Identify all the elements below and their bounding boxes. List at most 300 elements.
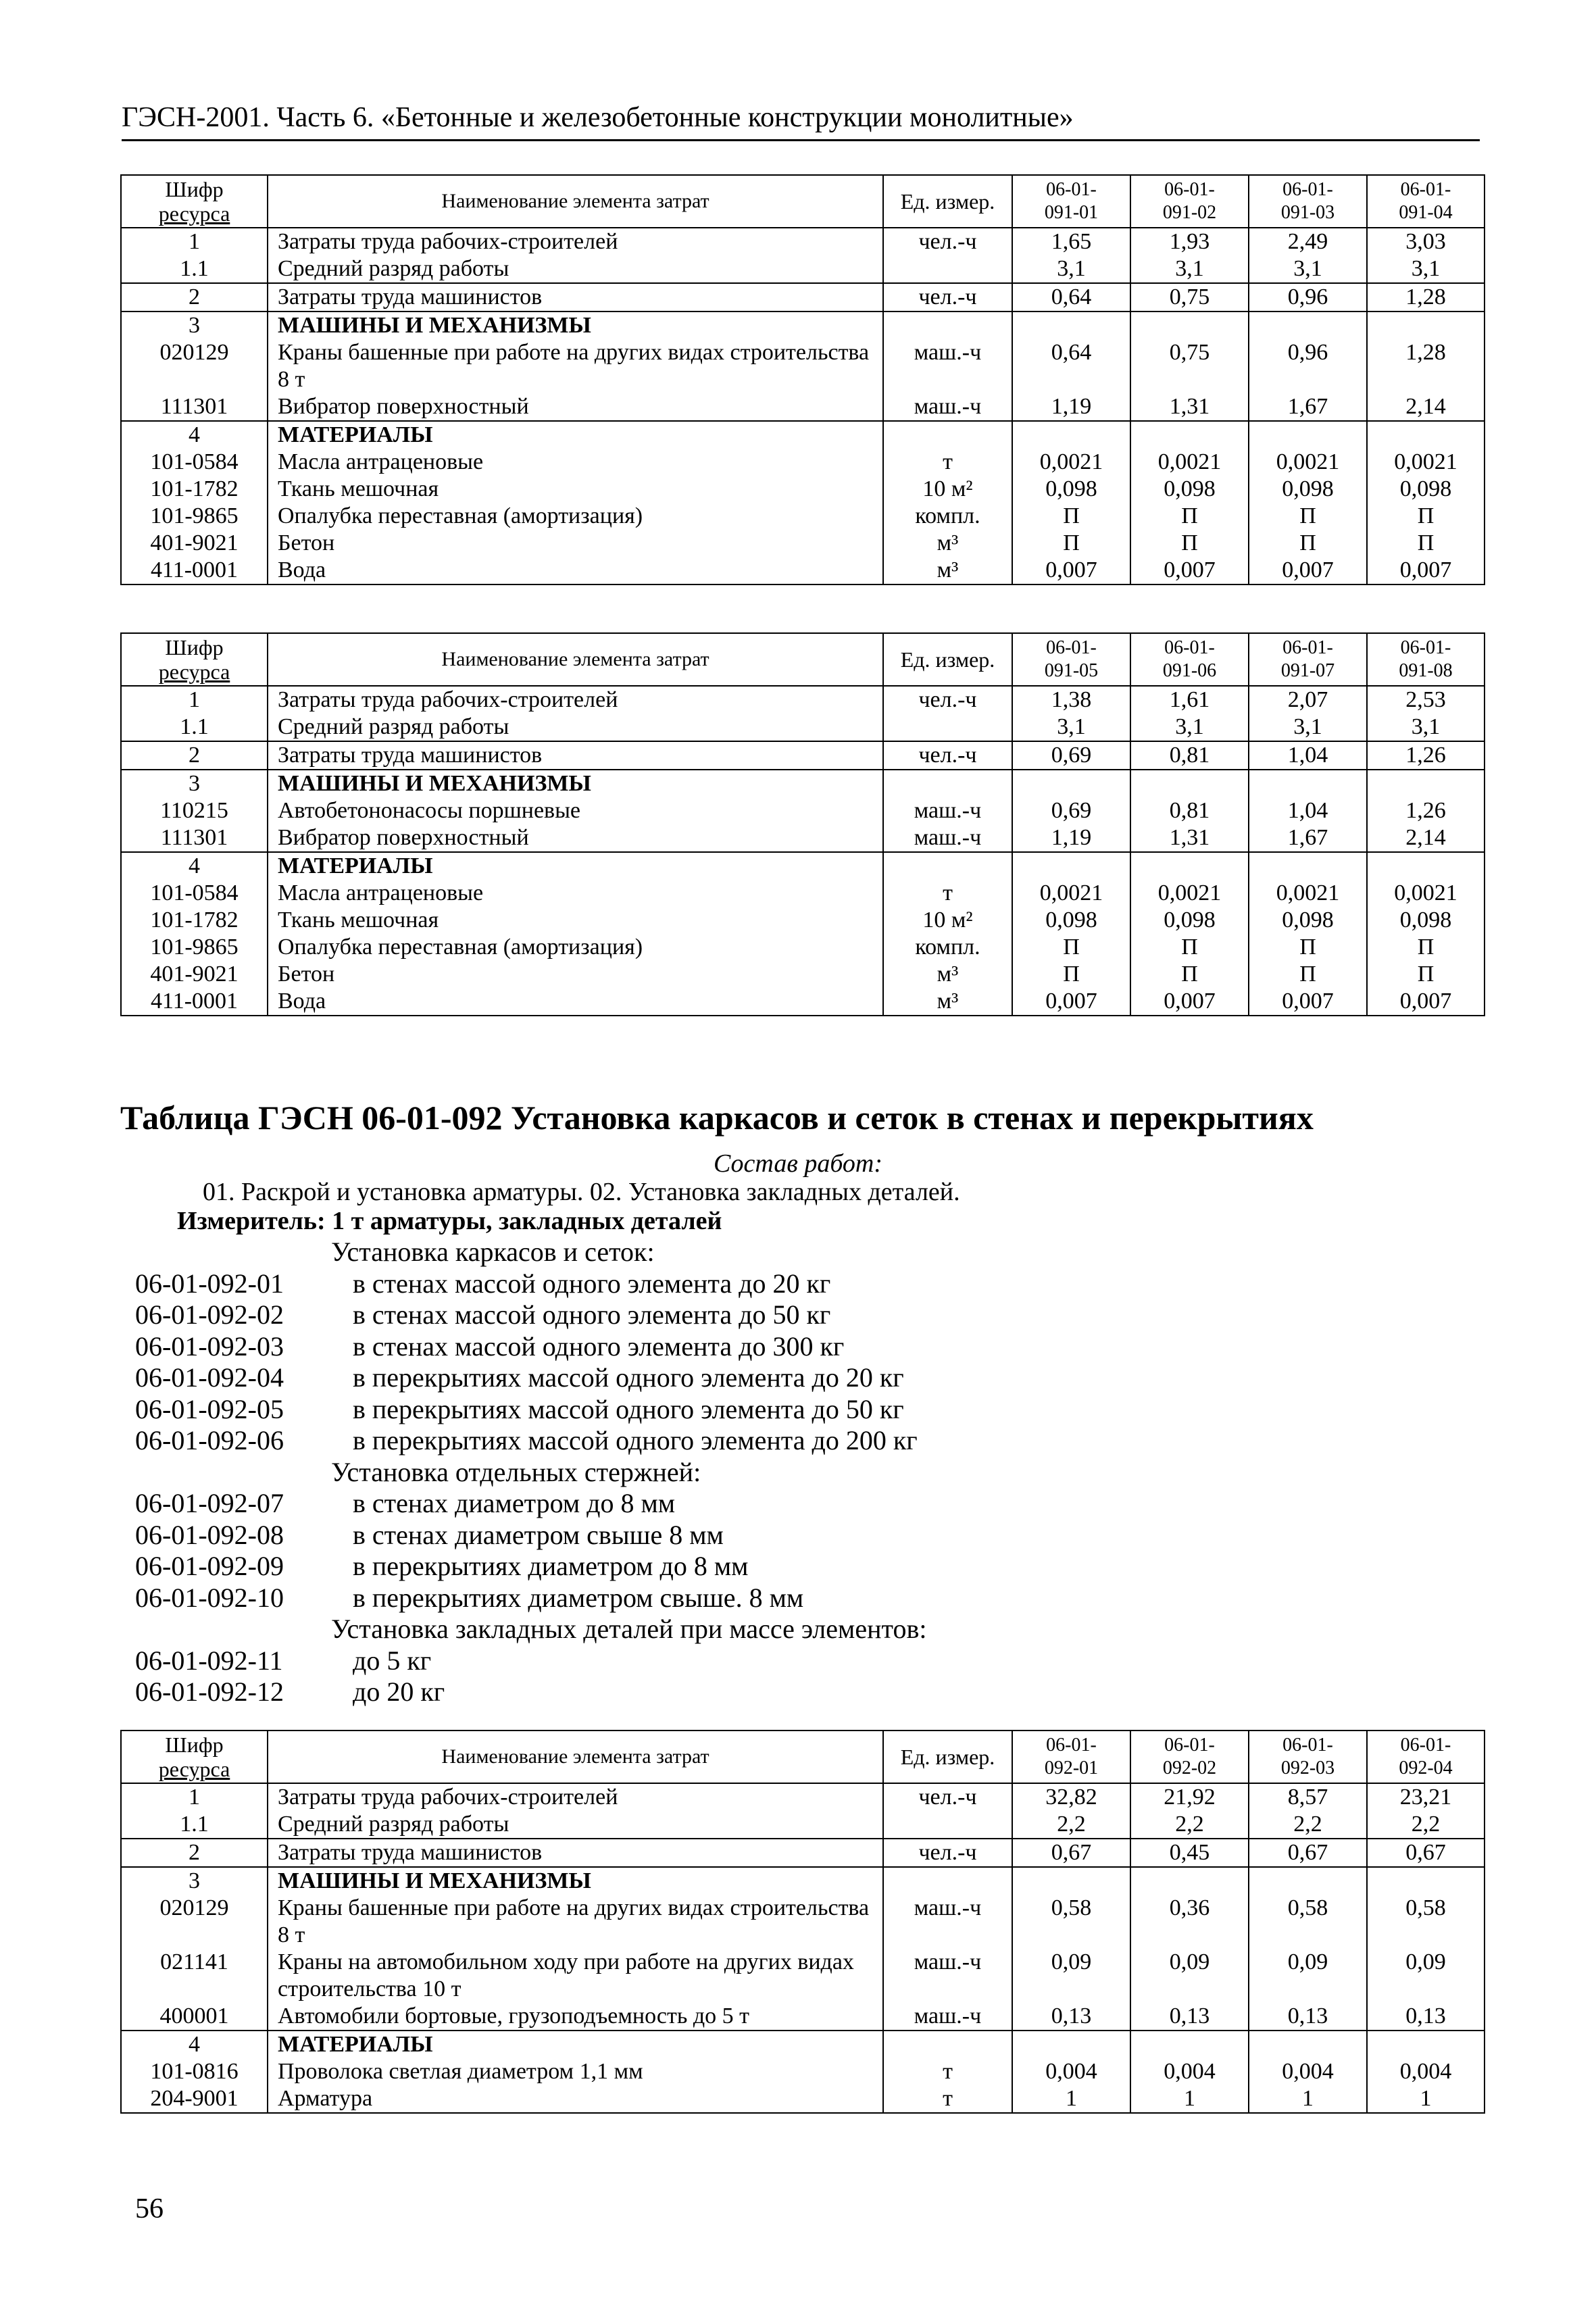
row-value: 2,53 [1367, 686, 1485, 714]
row-code: 3 [121, 1867, 268, 1895]
table-header-row [121, 1731, 1485, 1783]
row-value [1012, 2031, 1130, 2058]
row-code: 1.1 [121, 714, 268, 741]
row-value [1367, 770, 1485, 797]
list-item-text: в перекрытиях массой одного элемента до 20 кг [353, 1362, 904, 1393]
row-value [1130, 421, 1249, 449]
row-unit [883, 312, 1012, 339]
header-code-part: 06-01- [1164, 637, 1215, 658]
list-item [135, 1268, 926, 1300]
list-item-text: в стенах диаметром до 8 мм [353, 1488, 676, 1518]
row-value: П [1130, 530, 1249, 557]
row-unit [883, 1867, 1012, 1895]
header-cipher-top: Шифр [165, 1733, 224, 1757]
list-item-text: в перекрытиях диаметром до 8 мм [353, 1551, 749, 1581]
header-code-part: 06-01- [1400, 179, 1451, 200]
header-unit: Ед. измер. [883, 175, 1012, 228]
row-value: 0,098 [1249, 476, 1367, 503]
table-row [121, 988, 1485, 1016]
row-value: 0,75 [1130, 339, 1249, 393]
row-code: 1.1 [121, 255, 268, 283]
list-item [135, 1488, 926, 1520]
table-row [121, 393, 1485, 421]
row-value: 1,04 [1249, 797, 1367, 824]
row-value: 3,1 [1130, 714, 1249, 741]
row-unit: т [883, 880, 1012, 907]
row-unit: чел.-ч [883, 1839, 1012, 1867]
row-code: 401-9021 [121, 961, 268, 988]
row-name: Средний разряд работы [268, 714, 883, 741]
meter-text: Измеритель: 1 т арматуры, закладных деталей [177, 1207, 722, 1235]
row-value: 0,0021 [1367, 880, 1485, 907]
row-value [1249, 1867, 1367, 1895]
table-row [121, 1949, 1485, 2003]
row-code: 2 [121, 1839, 268, 1867]
header-cipher-top: Шифр [165, 177, 224, 201]
list-item [135, 1645, 926, 1677]
row-value: 0,004 [1249, 2058, 1367, 2085]
list-item-text: в перекрытиях массой одного элемента до 50 кг [353, 1393, 904, 1424]
row-value: 0,0021 [1012, 449, 1130, 476]
row-value: 1 [1012, 2085, 1130, 2113]
row-value: 1,19 [1012, 393, 1130, 421]
row-value: 0,64 [1012, 339, 1130, 393]
resource-table-2 [120, 632, 1485, 1016]
row-unit: маш.-ч [883, 1895, 1012, 1949]
table-row [121, 770, 1485, 797]
row-value: 2,14 [1367, 824, 1485, 852]
list-item [135, 1551, 926, 1583]
header-code-part: 091-03 [1280, 202, 1335, 223]
row-value: 0,13 [1012, 2003, 1130, 2031]
table-row [121, 880, 1485, 907]
row-value: 0,0021 [1130, 880, 1249, 907]
row-value: 0,58 [1012, 1895, 1130, 1949]
row-value: 0,0021 [1130, 449, 1249, 476]
row-value: 0,007 [1249, 988, 1367, 1016]
row-value: 1,93 [1130, 228, 1249, 255]
row-code: 400001 [121, 2003, 268, 2031]
row-value: 2,07 [1249, 686, 1367, 714]
table-row [121, 961, 1485, 988]
row-value: 0,007 [1367, 988, 1485, 1016]
header-code [1249, 1731, 1367, 1783]
row-value: 0,96 [1249, 339, 1367, 393]
table-row [121, 907, 1485, 934]
header-code-part: 06-01- [1282, 1735, 1333, 1756]
list-item [135, 1520, 926, 1551]
row-unit: маш.-ч [883, 797, 1012, 824]
row-value: 0,09 [1249, 1949, 1367, 2003]
list-item-text: в стенах массой одного элемента до 50 кг [353, 1299, 831, 1330]
row-unit: чел.-ч [883, 228, 1012, 255]
row-value: 0,69 [1012, 797, 1130, 824]
row-value: 0,098 [1130, 476, 1249, 503]
row-value: 3,1 [1249, 714, 1367, 741]
list-item [135, 1457, 926, 1489]
row-value: 0,13 [1367, 2003, 1485, 2031]
list-item [135, 1331, 926, 1363]
row-value: 3,1 [1012, 714, 1130, 741]
list-item-code: 06-01-092-01 [135, 1268, 284, 1299]
row-name: Затраты труда машинистов [268, 283, 883, 312]
row-unit [883, 255, 1012, 283]
row-value [1249, 852, 1367, 880]
row-name: Масла антраценовые [268, 880, 883, 907]
header-code-part: 06-01- [1046, 637, 1097, 658]
row-value: 1 [1367, 2085, 1485, 2113]
resource-table-3 [120, 1730, 1485, 2114]
row-value: П [1367, 530, 1485, 557]
row-value [1130, 1867, 1249, 1895]
row-code: 110215 [121, 797, 268, 824]
table-row [121, 255, 1485, 283]
header-code-part: 092-03 [1280, 1758, 1335, 1778]
list-item [135, 1425, 926, 1457]
header-code-part: 06-01- [1164, 1735, 1215, 1756]
row-code: 3 [121, 770, 268, 797]
row-unit: 10 м² [883, 476, 1012, 503]
row-value: 2,2 [1367, 1811, 1485, 1839]
row-name: Арматура [268, 2085, 883, 2113]
row-value: 0,004 [1130, 2058, 1249, 2085]
list-item-code: 06-01-092-08 [135, 1519, 284, 1550]
list-item [135, 1583, 926, 1614]
row-value: П [1130, 934, 1249, 961]
row-value: 1,65 [1012, 228, 1130, 255]
page-header: ГЭСН-2001. Часть 6. «Бетонные и железобетонные конструкции монолитные» [122, 101, 1480, 141]
row-value: 3,1 [1367, 714, 1485, 741]
list-item-text: в перекрытиях диаметром свыше. 8 мм [353, 1582, 804, 1613]
row-code: 111301 [121, 824, 268, 852]
row-value: 1,28 [1367, 283, 1485, 312]
row-value: 0,67 [1367, 1839, 1485, 1867]
row-unit: м³ [883, 988, 1012, 1016]
table-row [121, 1811, 1485, 1839]
header-code-part: 06-01- [1400, 637, 1451, 658]
row-value: П [1130, 503, 1249, 530]
row-value: 0,007 [1367, 557, 1485, 584]
header-code [1012, 633, 1130, 686]
row-code: 4 [121, 2031, 268, 2058]
row-code: 101-0584 [121, 880, 268, 907]
row-value: 0,36 [1130, 1895, 1249, 1949]
row-value: П [1249, 961, 1367, 988]
row-code: 101-9865 [121, 503, 268, 530]
list-item-text: в стенах массой одного элемента до 20 кг [353, 1268, 831, 1299]
row-name: Опалубка переставная (амортизация) [268, 934, 883, 961]
header-code-part: 091-08 [1399, 660, 1453, 681]
list-group-title: Установка закладных деталей при массе элементов: [331, 1614, 927, 1644]
row-value: 1,31 [1130, 824, 1249, 852]
table-row [121, 228, 1485, 255]
row-value: 3,1 [1367, 255, 1485, 283]
row-unit: т [883, 2058, 1012, 2085]
header-code-part: 06-01- [1046, 179, 1097, 200]
header-cipher-top: Шифр [165, 635, 224, 659]
row-name: Бетон [268, 961, 883, 988]
row-value [1367, 852, 1485, 880]
row-value [1130, 312, 1249, 339]
table-row [121, 852, 1485, 880]
list-item-text: до 5 кг [353, 1645, 432, 1676]
row-name: Средний разряд работы [268, 1811, 883, 1839]
row-unit: маш.-ч [883, 2003, 1012, 2031]
header-cipher [121, 633, 268, 686]
row-value: П [1249, 503, 1367, 530]
row-value: 0,007 [1130, 988, 1249, 1016]
row-name: Автобетононасосы поршневые [268, 797, 883, 824]
list-item-code: 06-01-092-05 [135, 1393, 284, 1424]
list-item-code: 06-01-092-06 [135, 1425, 284, 1455]
table-row [121, 714, 1485, 741]
row-name: Опалубка переставная (амортизация) [268, 503, 883, 530]
header-code [1367, 633, 1485, 686]
row-code: 1 [121, 228, 268, 255]
row-name: МАШИНЫ И МЕХАНИЗМЫ [268, 312, 883, 339]
row-value [1130, 770, 1249, 797]
row-value: 1,04 [1249, 741, 1367, 770]
row-unit: чел.-ч [883, 741, 1012, 770]
row-value: 3,03 [1367, 228, 1485, 255]
section-title: Таблица ГЭСН 06-01-092 Установка каркасов и сеток в стенах и перекрытиях [120, 1099, 1314, 1137]
row-code: 021141 [121, 1949, 268, 2003]
table-row [121, 2031, 1485, 2058]
row-value: 0,007 [1012, 988, 1130, 1016]
row-value [1012, 1867, 1130, 1895]
row-value: П [1249, 934, 1367, 961]
row-value: 0,75 [1130, 283, 1249, 312]
table-row [121, 934, 1485, 961]
row-value: 1 [1130, 2085, 1249, 2113]
table-header-row [121, 175, 1485, 228]
row-unit: маш.-ч [883, 1949, 1012, 2003]
row-code: 4 [121, 852, 268, 880]
row-value: 0,098 [1012, 476, 1130, 503]
row-value: 0,007 [1012, 557, 1130, 584]
row-code: 4 [121, 421, 268, 449]
row-unit [883, 714, 1012, 741]
row-value [1130, 2031, 1249, 2058]
header-cipher-bottom: ресурса [158, 201, 230, 226]
header-code [1012, 1731, 1130, 1783]
row-name: Вибратор поверхностный [268, 393, 883, 421]
row-value: 23,21 [1367, 1783, 1485, 1811]
row-code: 101-1782 [121, 476, 268, 503]
list-group-title: Установка отдельных стержней: [331, 1456, 701, 1487]
row-name: Краны башенные при работе на других видах строительства 8 т [268, 1895, 883, 1949]
header-code-part: 092-02 [1162, 1758, 1217, 1778]
row-code: 101-1782 [121, 907, 268, 934]
header-unit: Ед. измер. [883, 1731, 1012, 1783]
list-group-title: Установка каркасов и сеток: [331, 1237, 655, 1267]
row-unit: м³ [883, 530, 1012, 557]
list-item-text: до 20 кг [353, 1676, 445, 1707]
row-value [1367, 421, 1485, 449]
row-name: Ткань мешочная [268, 907, 883, 934]
row-value [1367, 2031, 1485, 2058]
row-value: 1,67 [1249, 393, 1367, 421]
code-list [135, 1237, 926, 1708]
header-cipher [121, 1731, 268, 1783]
row-value: 0,96 [1249, 283, 1367, 312]
row-value: 0,09 [1012, 1949, 1130, 2003]
table-row [121, 503, 1485, 530]
row-name: МАТЕРИАЛЫ [268, 421, 883, 449]
row-value: 0,13 [1130, 2003, 1249, 2031]
row-name: МАШИНЫ И МЕХАНИЗМЫ [268, 1867, 883, 1895]
row-value [1012, 312, 1130, 339]
table-row [121, 824, 1485, 852]
row-value: 0,81 [1130, 741, 1249, 770]
row-code: 101-9865 [121, 934, 268, 961]
header-name: Наименование элемента затрат [268, 1731, 883, 1783]
row-value: П [1012, 961, 1130, 988]
row-value [1249, 770, 1367, 797]
list-item-code: 06-01-092-02 [135, 1299, 284, 1330]
row-value: 1,67 [1249, 824, 1367, 852]
table-header-row [121, 633, 1485, 686]
header-code [1130, 633, 1249, 686]
list-item-code: 06-01-092-10 [135, 1582, 284, 1613]
list-item [135, 1237, 926, 1268]
row-unit: компл. [883, 934, 1012, 961]
table-row [121, 797, 1485, 824]
list-item-code: 06-01-092-07 [135, 1488, 284, 1518]
row-value: П [1012, 530, 1130, 557]
header-cipher-bottom: ресурса [158, 659, 230, 684]
row-value: 0,098 [1367, 476, 1485, 503]
row-value: 0,098 [1367, 907, 1485, 934]
header-code-part: 06-01- [1046, 1735, 1097, 1756]
row-value: 1,31 [1130, 393, 1249, 421]
table-row [121, 283, 1485, 312]
row-value: 0,58 [1367, 1895, 1485, 1949]
table-row [121, 421, 1485, 449]
row-code: 111301 [121, 393, 268, 421]
row-unit [883, 421, 1012, 449]
row-value: 3,1 [1012, 255, 1130, 283]
row-value: 0,67 [1249, 1839, 1367, 1867]
row-value: П [1367, 961, 1485, 988]
row-value [1012, 421, 1130, 449]
row-value: 0,69 [1012, 741, 1130, 770]
row-value [1367, 312, 1485, 339]
row-code: 1.1 [121, 1811, 268, 1839]
row-name: Вода [268, 988, 883, 1016]
row-unit [883, 770, 1012, 797]
table-row [121, 2003, 1485, 2031]
header-code-part: 092-04 [1399, 1758, 1453, 1778]
row-value: 1 [1249, 2085, 1367, 2113]
row-value: 0,58 [1249, 1895, 1367, 1949]
row-name: Затраты труда машинистов [268, 741, 883, 770]
row-unit: чел.-ч [883, 283, 1012, 312]
table-row [121, 557, 1485, 584]
row-name: Вода [268, 557, 883, 584]
row-code: 2 [121, 741, 268, 770]
row-value [1130, 852, 1249, 880]
row-name: Затраты труда рабочих-строителей [268, 1783, 883, 1811]
header-code [1367, 1731, 1485, 1783]
header-code-part: 06-01- [1164, 179, 1215, 200]
row-unit [883, 1811, 1012, 1839]
list-item [135, 1299, 926, 1331]
row-name: Бетон [268, 530, 883, 557]
header-code [1367, 175, 1485, 228]
row-name: Автомобили бортовые, грузоподъемность до 5 т [268, 2003, 883, 2031]
row-name: Ткань мешочная [268, 476, 883, 503]
table-row [121, 1867, 1485, 1895]
row-value: 0,81 [1130, 797, 1249, 824]
row-value [1012, 770, 1130, 797]
list-item-code: 06-01-092-09 [135, 1551, 284, 1581]
row-value [1012, 852, 1130, 880]
row-value: П [1249, 530, 1367, 557]
row-code: 411-0001 [121, 988, 268, 1016]
row-value: 0,45 [1130, 1839, 1249, 1867]
row-value: 1,26 [1367, 797, 1485, 824]
list-item [135, 1614, 926, 1645]
row-value: 2,14 [1367, 393, 1485, 421]
table-row [121, 1895, 1485, 1949]
row-value: 1,26 [1367, 741, 1485, 770]
row-name: МАТЕРИАЛЫ [268, 852, 883, 880]
list-item-code: 06-01-092-04 [135, 1362, 284, 1393]
row-unit [883, 852, 1012, 880]
table-row [121, 741, 1485, 770]
row-name: МАТЕРИАЛЫ [268, 2031, 883, 2058]
row-value: 0,09 [1130, 1949, 1249, 2003]
header-code-part: 091-07 [1280, 660, 1335, 681]
row-name: Вибратор поверхностный [268, 824, 883, 852]
header-code-part: 091-01 [1044, 202, 1099, 223]
row-value: 1,19 [1012, 824, 1130, 852]
row-value: 0,67 [1012, 1839, 1130, 1867]
row-value [1249, 312, 1367, 339]
table-row [121, 530, 1485, 557]
row-value: 2,2 [1130, 1811, 1249, 1839]
header-unit: Ед. измер. [883, 633, 1012, 686]
row-name: Затраты труда рабочих-строителей [268, 228, 883, 255]
row-name: Краны на автомобильном ходу при работе на других видах строительства 10 т [268, 1949, 883, 2003]
row-value: 2,2 [1249, 1811, 1367, 1839]
row-value: 0,098 [1249, 907, 1367, 934]
header-cipher-bottom: ресурса [158, 1757, 230, 1781]
header-code [1249, 175, 1367, 228]
header-code [1130, 175, 1249, 228]
table-row [121, 686, 1485, 714]
row-unit: т [883, 2085, 1012, 2113]
row-value: П [1130, 961, 1249, 988]
list-item-code: 06-01-092-12 [135, 1676, 284, 1707]
table-row [121, 312, 1485, 339]
header-cipher [121, 175, 268, 228]
row-value: 0,0021 [1012, 880, 1130, 907]
row-unit: маш.-ч [883, 393, 1012, 421]
list-item-code: 06-01-092-11 [135, 1645, 283, 1676]
list-item [135, 1394, 926, 1426]
row-name: Затраты труда машинистов [268, 1839, 883, 1867]
row-value: 0,007 [1130, 557, 1249, 584]
row-code: 401-9021 [121, 530, 268, 557]
table-row [121, 1839, 1485, 1867]
row-unit: маш.-ч [883, 824, 1012, 852]
row-code: 1 [121, 1783, 268, 1811]
row-value: 2,2 [1012, 1811, 1130, 1839]
row-unit: м³ [883, 557, 1012, 584]
row-name: Затраты труда рабочих-строителей [268, 686, 883, 714]
